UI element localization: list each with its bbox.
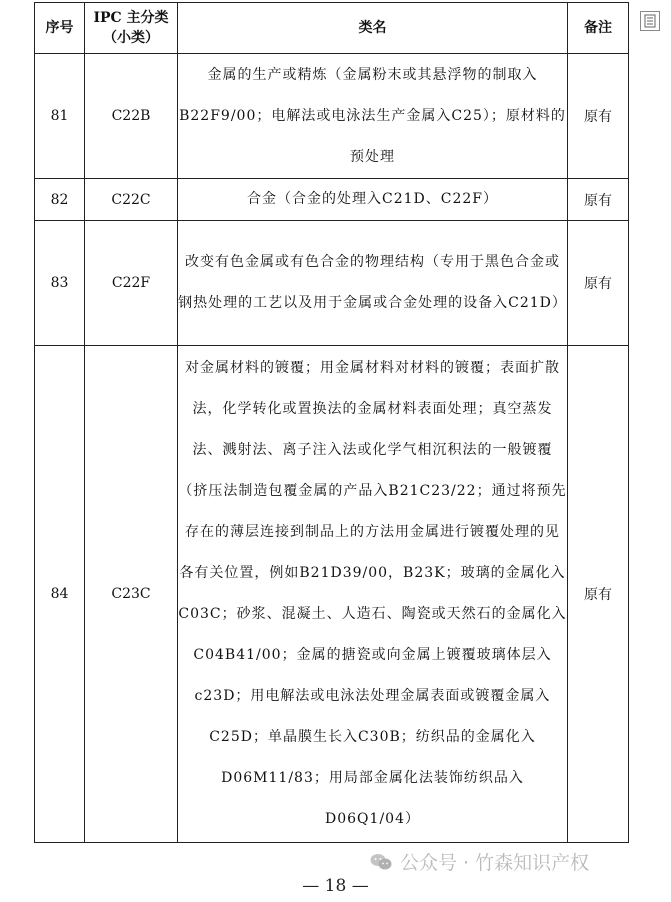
watermark — [370, 848, 589, 875]
class-name: 合金（合金的处理入C21D、C22F） — [178, 179, 568, 221]
row-note: 原有 — [568, 54, 629, 179]
header-ipc — [85, 3, 178, 54]
table-row — [35, 221, 629, 346]
table-row — [35, 54, 629, 179]
wechat-icon — [370, 853, 392, 871]
ipc-code: C22B — [85, 54, 178, 179]
ipc-code: C23C — [85, 346, 178, 843]
row-note: 原有 — [568, 221, 629, 346]
table-row — [35, 346, 629, 843]
header-ipc-line2: （小类） — [103, 30, 159, 46]
ipc-code: C22F — [85, 221, 178, 346]
page-number: — 18 — — [302, 876, 369, 896]
row-number: 82 — [35, 179, 85, 221]
ipc-classification-table — [34, 2, 629, 843]
ipc-code: C22C — [85, 179, 178, 221]
header-no: 序号 — [35, 3, 85, 54]
row-number: 83 — [35, 221, 85, 346]
row-number: 84 — [35, 346, 85, 843]
row-number: 81 — [35, 54, 85, 179]
row-note: 原有 — [568, 179, 629, 221]
table-row — [35, 179, 629, 221]
class-name: 改变有色金属或有色合金的物理结构（专用于黑色合金或钢热处理的工艺以及用于金属或合金处理的设备入C21D） — [178, 221, 568, 346]
header-name: 类名 — [178, 3, 568, 54]
class-name: 金属的生产或精炼（金属粉末或其悬浮物的制取入B22F9/00；电解法或电泳法生产金属入C25）；原材料的预处理 — [178, 54, 568, 179]
watermark-text: 公众号 · 竹森知识产权 — [400, 852, 590, 874]
row-note: 原有 — [568, 346, 629, 843]
header-ipc-line1: IPC 主分类 — [93, 10, 169, 26]
table-header-row — [35, 3, 629, 54]
document-icon[interactable] — [640, 11, 660, 31]
class-name: 对金属材料的镀覆；用金属材料对材料的镀覆；表面扩散法，化学转化或置换法的金属材料表面处理；真空蒸发法、溅射法、离子注入法或化学气相沉积法的一般镀覆（挤压法制造包覆金属的产品入B21C23/22；通过将预先存在的薄层连接到制品上的方法用金属进行镀覆处理的见各有关位置，例如B21D39/00，B23K；玻璃的金属化入C03C；砂浆、混凝土、人造石、陶瓷或天然石的金属化入C04B41/00；金属的搪瓷或向金属上镀覆玻璃体层入c23D；用电解法或电泳法处理金属表面或镀覆金属入C25D；单晶膜生长入C30B；纺织品的金属化入D06M11/83；用局部金属化法装饰纺织品入D06Q1/04） — [178, 346, 568, 843]
header-note: 备注 — [568, 3, 629, 54]
